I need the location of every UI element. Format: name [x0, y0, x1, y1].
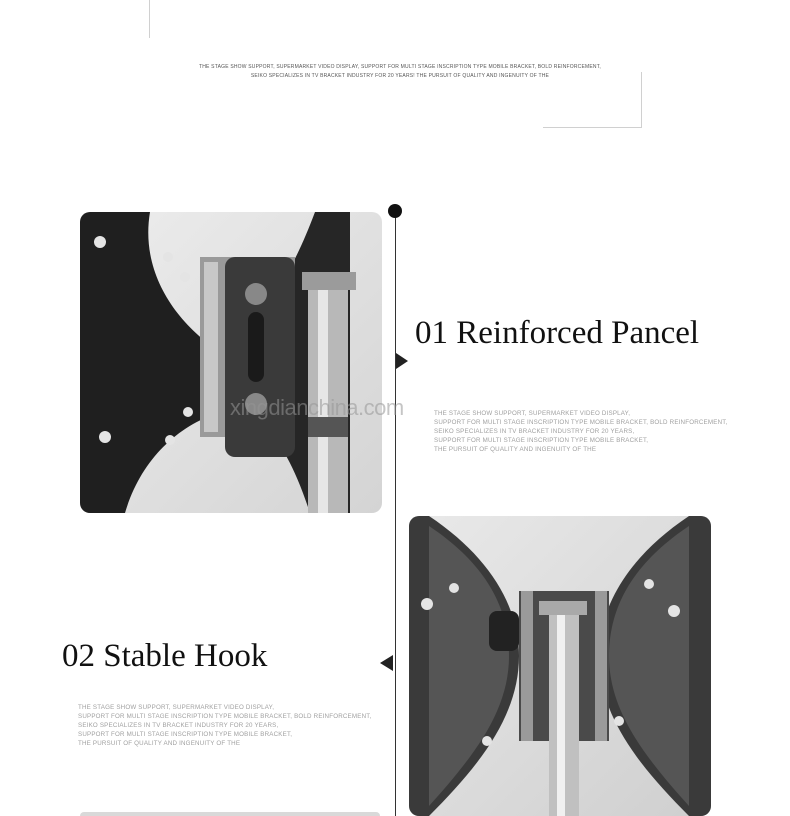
intro-text	[150, 63, 650, 81]
feature-1-description	[434, 409, 727, 454]
feature-1-desc-line: SUPPORT FOR MULTI STAGE INSCRIPTION TYPE MOBILE BRACKET, BOLD REINFORCEMENT,	[434, 419, 728, 426]
watermark: xingdianchina.com	[230, 395, 404, 420]
feature-1-desc-line: THE PURSUIT OF QUALITY AND INGENUITY OF THE	[434, 446, 597, 453]
top-right-frame-line-horizontal	[543, 127, 642, 128]
feature-2-desc-line: SEIKO SPECIALIZES IN TV BRACKET INDUSTRY FOR 20 YEARS,	[78, 722, 279, 729]
feature-2-desc-line: SUPPORT FOR MULTI STAGE INSCRIPTION TYPE MOBILE BRACKET, BOLD REINFORCEMENT,	[78, 713, 372, 720]
product-photo-stable-hook	[409, 516, 711, 816]
timeline-line	[395, 212, 396, 816]
feature-1-desc-line: SEIKO SPECIALIZES IN TV BRACKET INDUSTRY FOR 20 YEARS,	[434, 428, 635, 435]
triangle-left-icon	[380, 655, 393, 671]
circle-dot-icon	[388, 204, 402, 218]
feature-1-desc-line: THE STAGE SHOW SUPPORT, SUPERMARKET VIDEO DISPLAY,	[434, 410, 631, 417]
feature-2-description	[78, 703, 371, 748]
intro-line-1: THE STAGE SHOW SUPPORT, SUPERMARKET VIDEO DISPLAY, SUPPORT FOR MULTI STAGE INSCRIPTION TYPE MOBILE BRACKET, BOLD REINFORCEMENT,	[198, 64, 602, 70]
feature-2-desc-line: SUPPORT FOR MULTI STAGE INSCRIPTION TYPE MOBILE BRACKET,	[78, 731, 293, 738]
intro-line-2: SEIKO SPECIALIZES IN TV BRACKET INDUSTRY FOR 20 YEARS! THE PURSUIT OF QUALITY AND INGENUITY OF THE	[250, 73, 550, 79]
bracket-illustration-2	[409, 516, 711, 816]
top-left-frame-line	[149, 0, 150, 38]
feature-1-heading: 01 Reinforced Pancel	[415, 315, 700, 351]
product-photo-reinforced-panel	[80, 212, 382, 513]
feature-2-heading: 02 Stable Hook	[62, 638, 268, 674]
feature-2-desc-line: THE STAGE SHOW SUPPORT, SUPERMARKET VIDEO DISPLAY,	[78, 704, 275, 711]
bracket-illustration-1	[80, 212, 382, 513]
feature-2-desc-line: THE PURSUIT OF QUALITY AND INGENUITY OF THE	[78, 740, 241, 747]
product-photo-3-edge	[80, 812, 380, 816]
triangle-right-icon	[396, 353, 408, 369]
feature-1-desc-line: SUPPORT FOR MULTI STAGE INSCRIPTION TYPE MOBILE BRACKET,	[434, 437, 649, 444]
